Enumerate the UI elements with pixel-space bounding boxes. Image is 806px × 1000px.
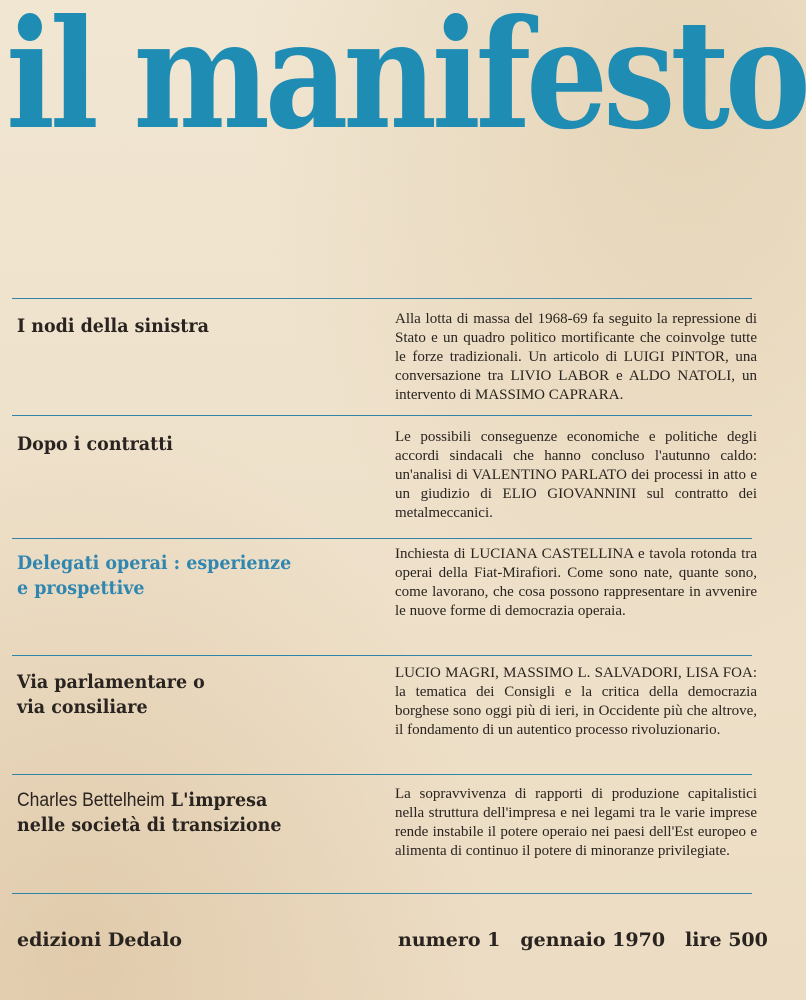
section-title-impresa — [17, 788, 321, 838]
section-desc-impresa: La sopravvivenza di rapporti di produzione capitalistici nella struttura dell'impresa e nei legami tra le varie imprese rende instabile il potere operaio nei paesi dell'Est europeo e alimenta di continuo il potere di minoranze privilegiate. — [395, 786, 757, 859]
section-author: Charles Bettelheim — [17, 790, 165, 811]
section-title-via: Via parlamentare o via consiliare — [17, 671, 205, 718]
section-desc-nodi: Alla lotta di massa del 1968-69 fa seguito la repressione di Stato e un quadro politico mortificante che coinvolge tutte le forze tradizionali. Un articolo di LUIGI PINTOR, una conversazione tra LIVIO LABOR e ALDO NATOLI, un intervento di MASSIMO CAPRARA. — [395, 311, 757, 403]
divider-rule — [12, 655, 752, 656]
divider-rule — [12, 893, 752, 894]
section-desc-via: LUCIO MAGRI, MASSIMO L. SALVADORI, LISA FOA: la tematica dei Consigli e la critica della democrazia borghese sono oggi più di ieri, in Occidente più che altrove, il fondamento di un autentico processo rivoluzionario. — [395, 665, 757, 738]
publisher-label: edizioni Dedalo — [17, 929, 182, 951]
issue-price: lire 500 — [685, 929, 768, 951]
issue-date: gennaio 1970 — [520, 929, 666, 951]
divider-rule — [12, 774, 752, 775]
section-title-nodi: I nodi della sinistra — [17, 315, 209, 337]
divider-rule — [12, 415, 752, 416]
divider-rule — [12, 538, 752, 539]
issue-number: numero 1 — [398, 929, 501, 951]
divider-rule — [12, 298, 752, 299]
masthead-title: il manifesto — [6, 0, 806, 163]
issue-info — [398, 928, 768, 952]
section-title-text: L'impresa nelle società di transizione — [17, 789, 282, 836]
section-desc-delegati: Inchiesta di LUCIANA CASTELLINA e tavola rotonda tra operai della Fiat-Mirafiori. Come sono nate, quante sono, come lavorano, che cosa possono rappresentare in avvenire le nuove forme di democrazia operaia. — [395, 546, 757, 619]
section-title-contratti: Dopo i contratti — [17, 433, 173, 455]
section-desc-contratti: Le possibili conseguenze economiche e politiche degli accordi sindacali che hanno concluso l'autunno caldo: un'analisi di VALENTINO PARLATO dei processi in atto e un giudizio di ELIO GIOVANNINI sul contratto dei metalmeccanici. — [395, 429, 757, 521]
section-title-delegati: Delegati operai : esperienze e prospettive — [17, 552, 292, 599]
